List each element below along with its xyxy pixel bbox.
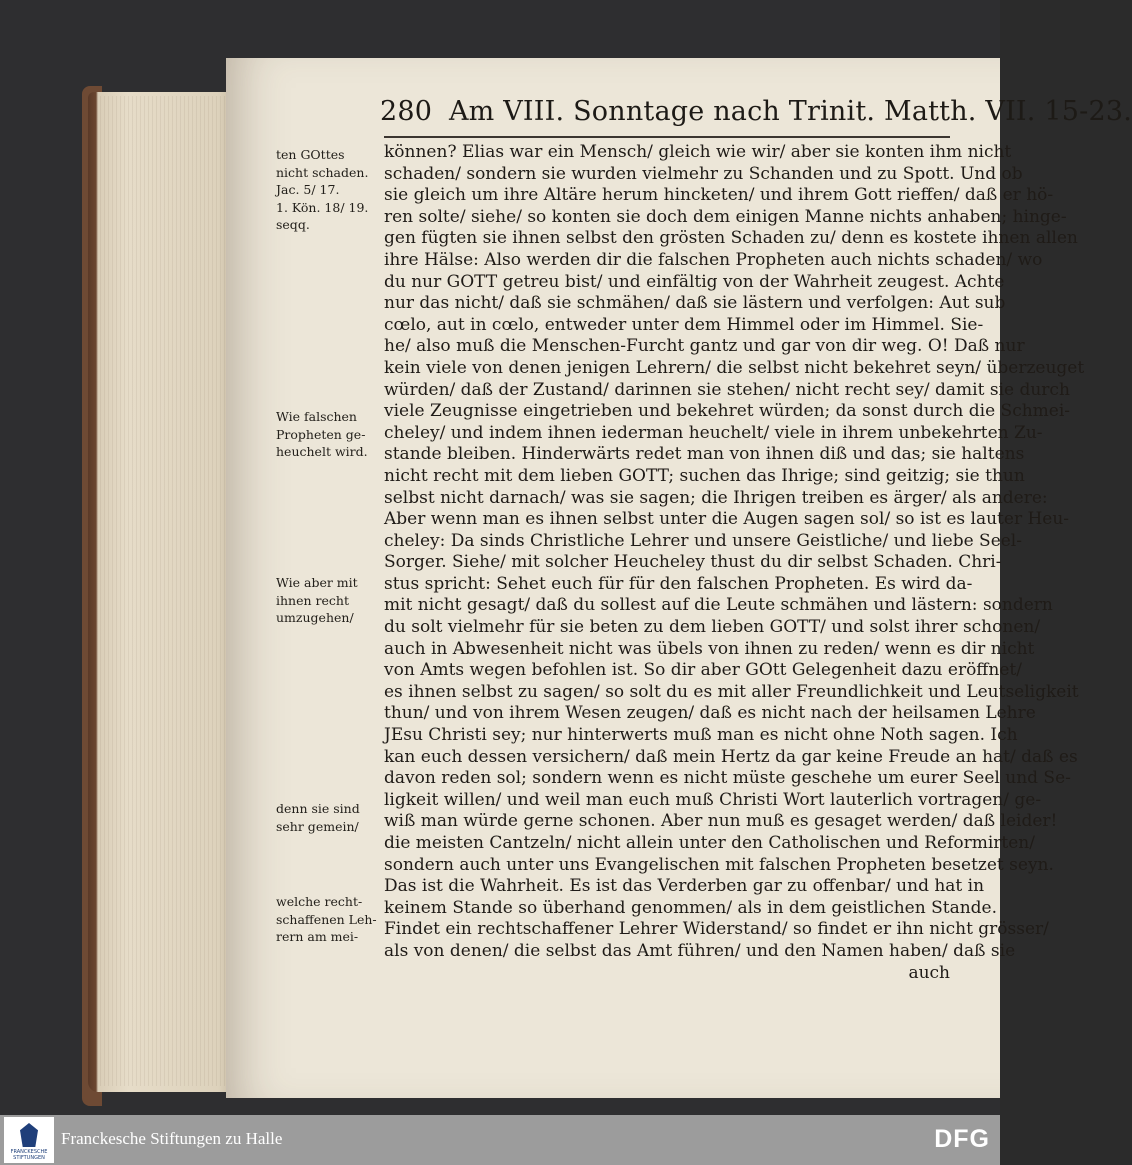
text-line: Das ist die Wahrheit. Es ist das Verderben gar zu offenbar/ und hat in — [384, 876, 985, 897]
text-line: die meisten Cantzeln/ nicht allein unter den Catholischen und Reformirten/ — [384, 833, 1035, 853]
text-line: sondern auch unter uns Evangelischen mit falschen Propheten besetzet seyn. — [384, 854, 1054, 875]
text-line: du nur GOTT getreu bist/ und einfältig von der Wahrheit zeugest. Achte — [384, 271, 1005, 292]
margin-note-line: ihnen recht — [276, 592, 349, 608]
main-text-block — [384, 142, 1085, 984]
margin-note-line: umzugehen/ — [276, 610, 354, 625]
text-line: gen fügten sie ihnen selbst den grösten Schaden zu/ denn es kostete ihnen allen — [384, 228, 1078, 249]
margin-note-line: 1. Kön. 18/ 19. — [276, 199, 369, 215]
text-line: Aber wenn man es ihnen selbst unter die Augen sagen sol/ so ist es lauter Heu- — [384, 509, 1070, 530]
text-line: mit nicht gesagt/ daß du sollest auf die Leute schmähen und lästern: sondern — [384, 595, 1053, 616]
viewer-footer-bar — [0, 1115, 1000, 1165]
margin-note-line: welche recht- — [276, 894, 363, 909]
text-line: viele Zeugnisse eingetrieben und bekehret würden; da sonst durch die Schmei- — [384, 401, 1071, 422]
margin-note-line: ten GOttes — [276, 147, 345, 162]
margin-note-line: nicht schaden. — [276, 164, 369, 180]
emblem-icon — [20, 1123, 38, 1147]
text-line: stus spricht: Sehet euch für für den falschen Propheten. Es wird da- — [384, 573, 973, 594]
text-line: cheley: Da sinds Christliche Lehrer und unsere Geistliche/ und liebe Seel- — [384, 530, 1022, 551]
text-line: keinem Stande so überhand genommen/ als in dem geistlichen Stande. — [384, 897, 998, 918]
text-line: kan euch dessen versichern/ daß mein Hertz da gar keine Freude an hat/ daß es — [384, 746, 1078, 767]
margin-note-line: denn sie sind — [276, 801, 360, 816]
margin-note-heuchelt — [276, 408, 380, 461]
text-line: es ihnen selbst zu sagen/ so solt du es mit aller Freundlichkeit und Leutseligkeit — [384, 681, 1079, 702]
margin-note-lehrern — [276, 893, 380, 946]
margin-note-line: Jac. 5/ 17. — [276, 182, 340, 197]
margin-note-line: seqq. — [276, 217, 310, 232]
text-line: als von denen/ die selbst das Amt führen/ und den Namen haben/ daß sie — [384, 940, 1016, 961]
text-line: wiß man würde gerne schonen. Aber nun muß es gesaget werden/ daß leider! — [384, 811, 1058, 832]
text-line: cœlo, aut in cœlo, entweder unter dem Himmel oder im Himmel. Sie- — [384, 314, 984, 335]
text-line: ihre Hälse: Also werden dir die falschen Propheten auch nichts schaden/ wo — [384, 249, 1043, 270]
margin-note-line: rern am mei- — [276, 929, 359, 944]
margin-note-line: schaffenen Leh- — [276, 911, 377, 927]
text-line: thun/ und von ihrem Wesen zeugen/ daß es nicht nach der heilsamen Lehre — [384, 703, 1036, 724]
text-line: cheley/ und indem ihnen iederman heuchelt/ viele in ihrem unbekehrten Zu- — [384, 422, 1043, 443]
institution-name[interactable]: Franckesche Stiftungen zu Halle — [61, 1129, 283, 1148]
page-edge-texture — [100, 96, 230, 1086]
text-line: Sorger. Siehe/ mit solcher Heucheley thust du dir selbst Schaden. Chri- — [384, 552, 1002, 573]
franckesche-logo[interactable] — [4, 1117, 54, 1163]
catchword: auch — [908, 962, 950, 983]
text-line: sie gleich um ihre Altäre herum hincketen/ und ihrem Gott rieffen/ daß er hö- — [384, 185, 1054, 206]
text-line: würden/ daß der Zustand/ darinnen sie stehen/ nicht recht sey/ damit sie durch — [384, 379, 1070, 400]
text-line: ligkeit willen/ und weil man euch muß Christi Wort lauterlich vortragen/ ge- — [384, 789, 1042, 810]
text-line: he/ also muß die Menschen-Furcht gantz und gar von dir weg. O! Daß nur — [384, 336, 1025, 357]
margin-note-umzugehen — [276, 574, 380, 627]
running-header — [380, 96, 1132, 136]
text-line: Findet ein rechtschaffener Lehrer Widerstand/ so findet er ihn nicht grösser/ — [384, 919, 1049, 940]
dfg-logo[interactable]: DFG — [934, 1125, 990, 1153]
running-title: Am VIII. Sonntage nach Trinit. Matth. VII. 15-23. — [448, 96, 1132, 127]
margin-note-line: sehr gemein/ — [276, 818, 359, 834]
text-line: ren solte/ siehe/ so konten sie doch dem einigen Manne nichts anhaben; hinge- — [384, 206, 1067, 227]
header-rule — [384, 136, 950, 138]
page-number: 280 — [380, 96, 433, 127]
text-line: nur das nicht/ daß sie schmähen/ daß sie lästern und verfolgen: Aut sub — [384, 293, 1006, 314]
margin-note-line: Wie falschen — [276, 409, 357, 424]
text-line: kein viele von denen jenigen Lehrern/ die selbst nicht bekehret seyn/ überzeuget — [384, 357, 1085, 378]
text-line: schaden/ sondern sie wurden vielmehr zu Schanden und zu Spott. Und ob — [384, 163, 1023, 184]
margin-note-gemein — [276, 800, 380, 835]
text-line: JEsu Christi sey; nur hinterwerts muß man es nicht ohne Noth sagen. Ich — [384, 725, 1018, 746]
margin-note-line: Propheten ge- — [276, 426, 366, 442]
text-line: nicht recht mit dem lieben GOTT; suchen das Ihrige; sind geitzig; sie thun — [384, 465, 1025, 486]
logo-text: FRANCKESCHE STIFTUNGEN — [10, 1149, 48, 1161]
text-line: von Amts wegen befohlen ist. So dir aber GOtt Gelegenheit dazu eröffnet/ — [384, 660, 1022, 681]
margin-note-gottes — [276, 146, 380, 234]
text-line: du solt vielmehr für sie beten zu dem lieben GOTT/ und solst ihrer schonen/ — [384, 617, 1041, 638]
text-line: auch in Abwesenheit nicht was übels von ihnen zu reden/ wenn es dir nicht — [384, 638, 1035, 659]
margin-note-line: Wie aber mit — [276, 575, 358, 590]
margin-note-line: heuchelt wird. — [276, 444, 368, 459]
text-line: können? Elias war ein Mensch/ gleich wie wir/ aber sie konten ihm nicht — [384, 142, 1012, 162]
text-line: davon reden sol; sondern wenn es nicht müste geschehe um eurer Seel und Se- — [384, 768, 1071, 789]
text-line: selbst nicht darnach/ was sie sagen; die Ihrigen treiben es ärger/ als andere: — [384, 487, 1048, 508]
text-line: stande bleiben. Hinderwärts redet man von ihnen diß und das; sie haltens — [384, 444, 1025, 465]
